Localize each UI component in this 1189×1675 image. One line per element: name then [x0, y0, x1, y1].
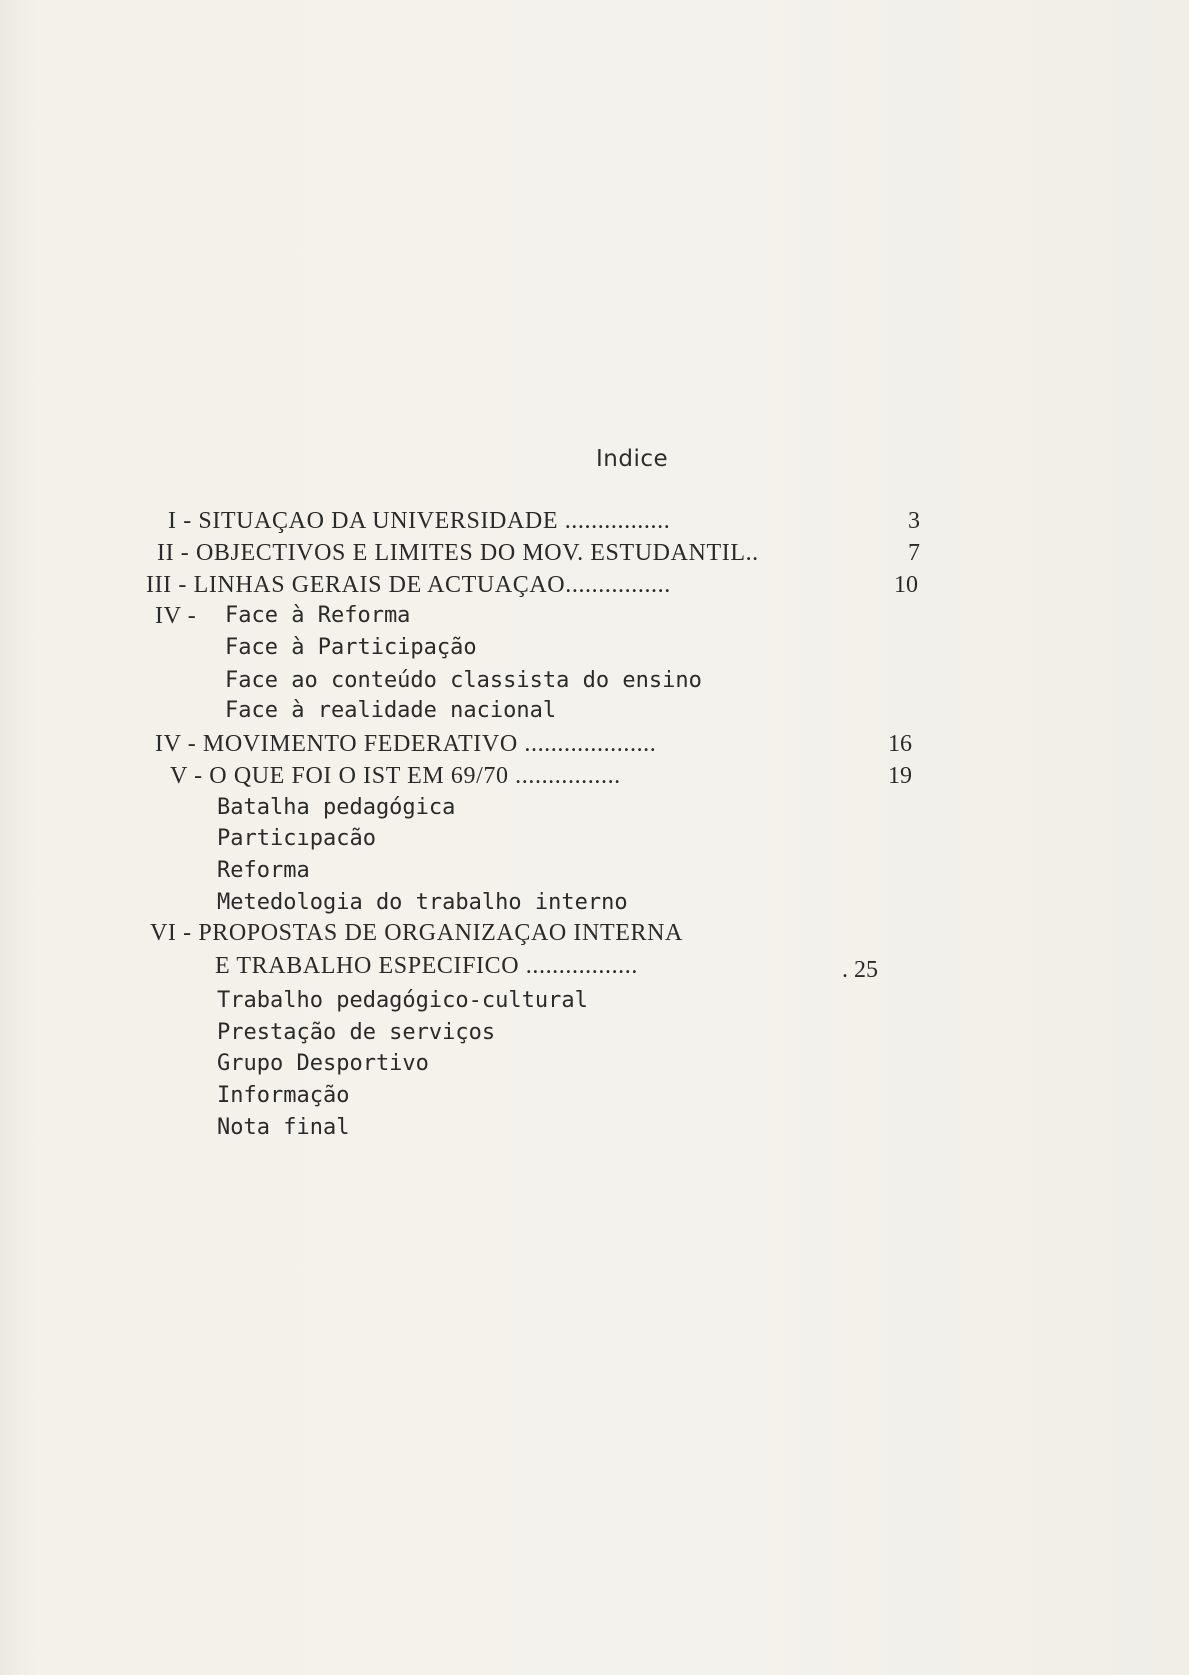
toc-subentry-reforma-2: Reforma: [217, 858, 310, 883]
toc-entry-6: V - O QUE FOI O IST EM 69/70 ................: [170, 763, 621, 789]
toc-entry-4: IV -: [155, 603, 197, 629]
toc-subentry-realidade: Face à realidade nacional: [225, 698, 557, 723]
toc-subentry-grupo: Grupo Desportivo: [217, 1051, 429, 1076]
toc-subentry-participacao-2: Particıpacão: [217, 826, 376, 851]
toc-subentry-batalha: Batalha pedagógica: [217, 795, 456, 820]
toc-entry-3: III - LINHAS GERAIS DE ACTUAÇAO................: [146, 572, 671, 598]
toc-subentry-prestacao: Prestação de serviços: [217, 1020, 496, 1045]
toc-entry-1: I - SITUAÇAO DA UNIVERSIDADE ................: [168, 508, 671, 534]
toc-page-5: 16: [888, 731, 912, 757]
toc-page-2: 7: [908, 540, 920, 566]
toc-entry-7: VI - PROPOSTAS DE ORGANIZAÇAO INTERNA: [150, 920, 683, 946]
toc-page-3: 10: [894, 572, 918, 598]
toc-entry-2: II - OBJECTIVOS E LIMITES DO MOV. ESTUDANTIL..: [157, 540, 759, 566]
toc-subentry-participacao: Face à Participação: [225, 635, 477, 660]
toc-entry-5: IV - MOVIMENTO FEDERATIVO ....................: [155, 731, 657, 757]
toc-entry-7-cont: E TRABALHO ESPECIFICO .................: [215, 953, 638, 979]
toc-subentry-nota: Nota final: [217, 1115, 350, 1140]
page-title: Indice: [596, 446, 669, 472]
toc-page-1: 3: [908, 508, 920, 534]
toc-subentry-trabalho: Trabalho pedagógico-cultural: [217, 988, 588, 1013]
toc-subentry-conteudo: Face ao conteúdo classista do ensino: [225, 668, 702, 693]
toc-page-6: 19: [888, 763, 912, 789]
toc-subentry-metedologia: Metedologia do trabalho interno: [217, 890, 628, 915]
toc-subentry-informacao: Informação: [217, 1083, 350, 1108]
toc-page-7: . 25: [842, 957, 878, 983]
toc-subentry-reforma: Face à Reforma: [225, 603, 411, 628]
